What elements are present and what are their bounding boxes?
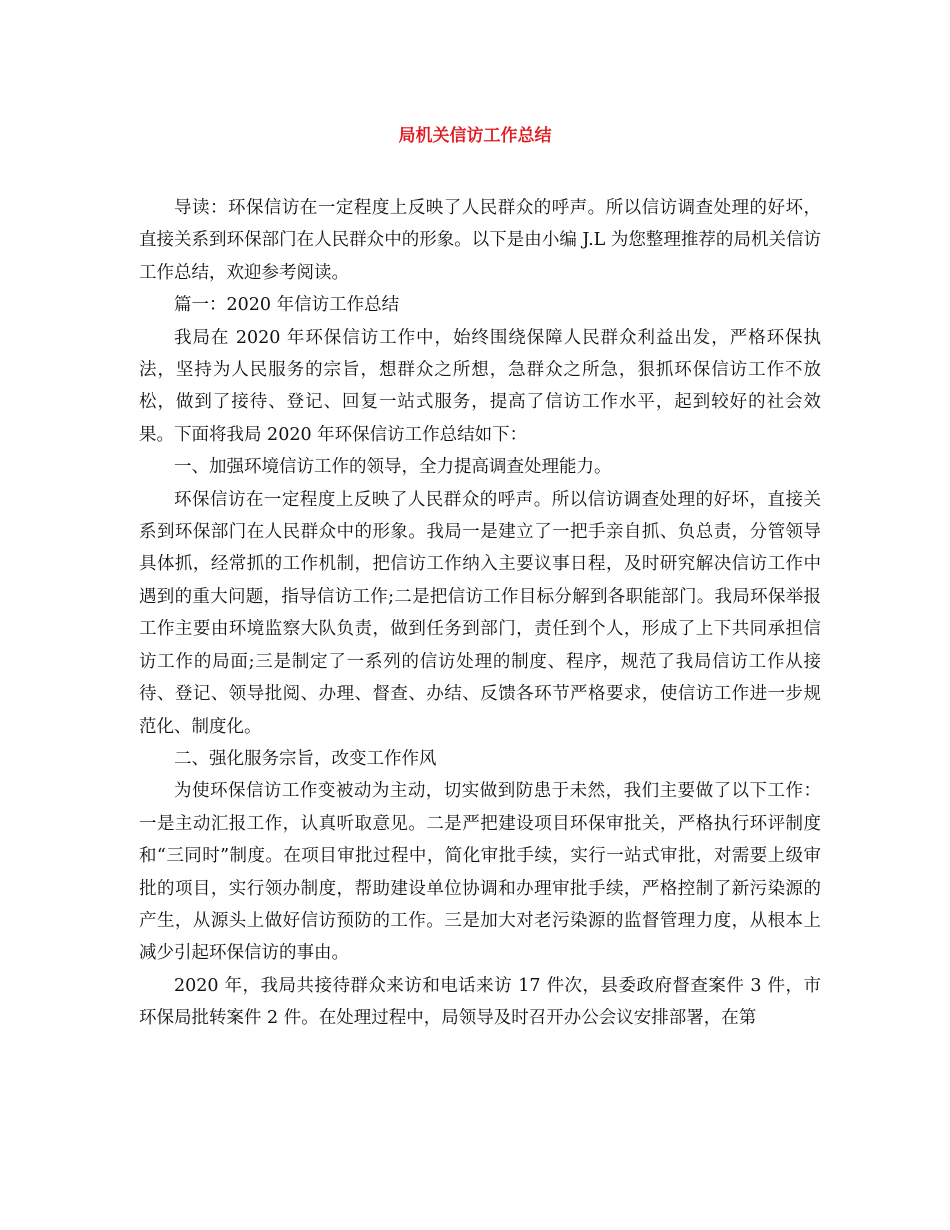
paragraph-heading-service: 二、强化服务宗旨，改变工作作风 [174, 748, 437, 769]
paragraph-service: 为使环保信访工作变被动为主动，切实做到防患于未然，我们主要做了以下工作：一是主动汇报工作，认真听取意见。二是严把建设项目环保审批关，严格执行环评制度和“三同时”制度。在项目审批过程中，简化审批手续，实行一站式审批，对需要上级审批的项目，实行领办制度，帮助建设单位协调和办理审批手续，严格控制了新污染源的产生，从源头上做好信访预防的工作。三是加大对老污染源的监督管理力度，从根本上减少引起环保信访的事由。 [139, 781, 821, 964]
paragraph-section-heading-1: 篇一：2020 年信访工作总结 [174, 295, 400, 316]
document-title: 局机关信访工作总结 [398, 126, 552, 146]
paragraph-leadership: 环保信访在一定程度上反映了人民群众的呼声。所以信访调查处理的好坏，直接关系到环保部门在人民群众中的形象。我局一是建立了一把手亲自抓、负总责，分管领导具体抓，经常抓的工作机制，把信访工作纳入主要议事日程，及时研究解决信访工作中遇到的重大问题，指导信访工作;二是把信访工作目标分解到各职能部门。我局环保举报工作主要由环境监察大队负责，做到任务到部门，责任到个人，形成了上下共同承担信访工作的局面;三是制定了一系列的信访处理的制度、程序，规范了我局信访工作从接待、登记、领导批阅、办理、督查、办结、反馈各环节严格要求，使信访工作进一步规范化、制度化。 [139, 489, 821, 737]
paragraph-intro: 导读：环保信访在一定程度上反映了人民群众的呼声。所以信访调查处理的好坏，直接关系到环保部门在人民群众中的形象。以下是由小编 J.L 为您整理推荐的局机关信访工作总结，欢迎参考阅读。 [139, 198, 821, 283]
document-body [139, 192, 821, 1035]
paragraph-heading-leadership: 一、加强环境信访工作的领导，全力提高调查处理能力。 [174, 457, 612, 478]
paragraph-overview: 我局在 2020 年环保信访工作中，始终围绕保障人民群众利益出发，严格环保执法，坚持为人民服务的宗旨，想群众之所想，急群众之所急，狠抓环保信访工作不放松，做到了接待、登记、回复一站式服务，提高了信访工作水平，起到较好的社会效果。下面将我局 2020 年环保信访工作总结如下： [139, 327, 821, 445]
paragraph-statistics: 2020 年，我局共接待群众来访和电话来访 17 件次，县委政府督查案件 3 件，市环保局批转案件 2 件。在处理过程中，局领导及时召开办公会议安排部署，在第 [139, 975, 821, 1029]
